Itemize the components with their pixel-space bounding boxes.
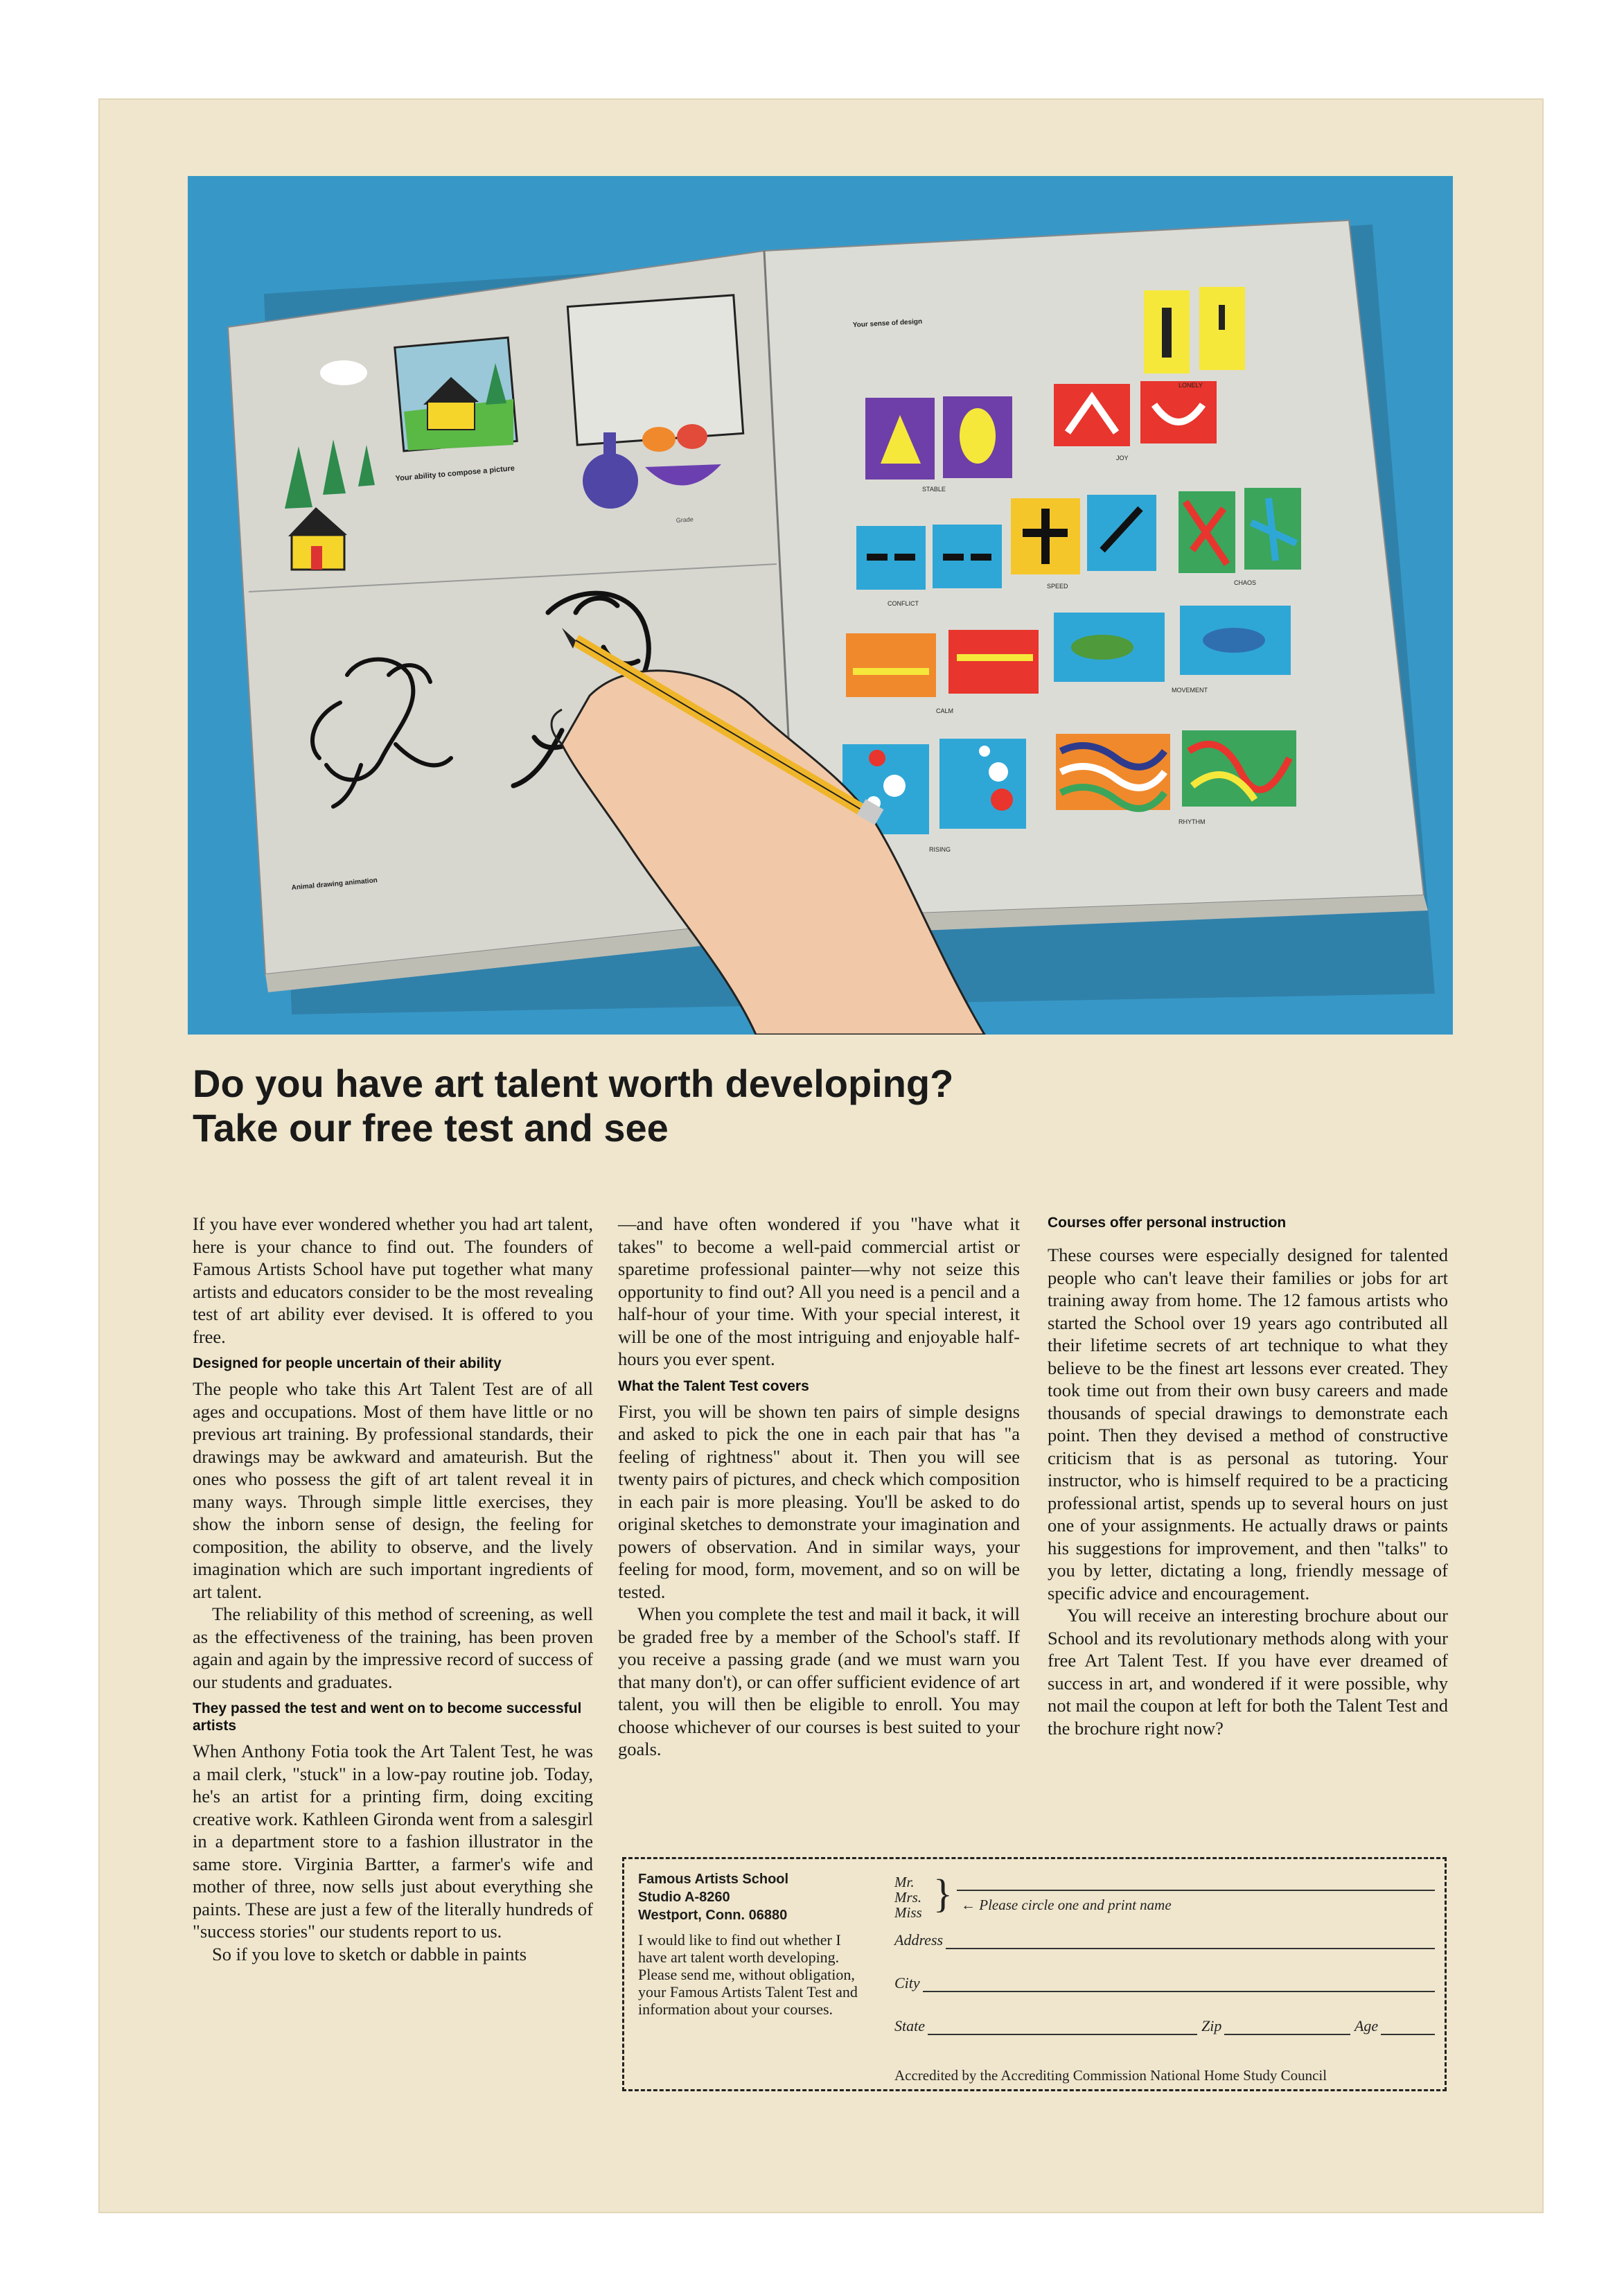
- column-1: [193, 1213, 593, 1965]
- design-calm-b: [948, 630, 1039, 694]
- word-conflict: CONFLICT: [888, 600, 919, 607]
- column-3: [1048, 1213, 1448, 1739]
- column-2: [618, 1213, 1020, 1761]
- col3-paragraph-1: These courses were especially designed for talented people who can't leave their families or jobs for art training away from home. The 12 famous artists who started the School over 19 years ago contributed all their lifetime secrets of art technique to what they believe to be the finest art lessons ever created. They took time out from their own busy careers and made thousands of special drawings to demonstrate each point. Then they devised a method of constructive criticism that is as personal as tutoring. Your instructor, who is himself required to be a practicing professional artist, spends up to several hours on just one of your assignments. He actually draws or paints his suggestions for improvement, and then "talks" to you by letter, dictating a long, friendly message of specific advice and encouragement.: [1048, 1245, 1448, 1603]
- word-rising: RISING: [929, 846, 951, 853]
- state-line[interactable]: [928, 2033, 1197, 2035]
- word-movement: MOVEMENT: [1172, 687, 1208, 694]
- left-arrow-icon: ←: [961, 1897, 976, 1913]
- city-line[interactable]: [923, 1990, 1435, 1992]
- col2-paragraph-2: First, you will be shown ten pairs of simple designs and asked to pick the one in each pair that has "a feeling of rightness" about it. Then you will see twenty pairs of pictures, and check which composition in each pair is more pleasing. You'll be asked to do original sketches to demonstrate your imagination and powers of observation. And in similar ways, your feeling for mood, form, movement, and so on will be tested.: [618, 1400, 1020, 1602]
- coupon-school-name: Famous Artists School: [638, 1872, 789, 1887]
- col3-paragraph-2: You will receive an interesting brochure about our School and its revolutionary methods along with your free Art Talent Test. If you have ever dreamed of success in art, and wondered if it were possible, why not mail the coupon at left for both the Talent Test and the brochure right now?: [1048, 1605, 1448, 1739]
- coupon-request-text: I would like to find out whether I have art talent worth developing. Please send me, without obligation, your Famous Artists Talent Test and information about your courses.: [638, 1931, 858, 2018]
- age-line[interactable]: [1381, 2033, 1435, 2035]
- col1-intro: If you have ever wondered whether you had art talent, here is your chance to find out. The founders of Famous Artists School have put together what many artists and educators consider to be the most revealing test of art ability ever devised. It is offered to you free.: [193, 1213, 593, 1347]
- headline: [193, 1062, 1440, 1150]
- word-calm: CALM: [936, 707, 954, 714]
- address-field[interactable]: [894, 1931, 1435, 1949]
- col1-paragraph-5: So if you love to sketch or dabble in paints: [212, 1943, 527, 1964]
- address-label: Address: [894, 1931, 944, 1949]
- age-label: Age: [1354, 2017, 1379, 2034]
- word-joy: JOY: [1116, 455, 1129, 461]
- col1-heading-1: Designed for people uncertain of their ability: [193, 1355, 502, 1371]
- salutation-mrs[interactable]: Mrs.: [894, 1889, 922, 1906]
- word-stable: STABLE: [922, 486, 946, 493]
- vase-icon: [583, 453, 638, 509]
- city-label: City: [894, 1974, 920, 1991]
- col3-heading-1: Courses offer personal instruction: [1048, 1215, 1287, 1231]
- state-zip-age-row[interactable]: [894, 2017, 1435, 2035]
- design-joy-b: [1140, 381, 1217, 443]
- address-line[interactable]: [946, 1947, 1435, 1949]
- col1-heading-2: They passed the test and went on to become successful artists: [193, 1700, 582, 1734]
- word-rhythm: RHYTHM: [1179, 818, 1206, 825]
- salutation-miss[interactable]: Miss: [894, 1904, 922, 1921]
- zip-label: Zip: [1201, 2017, 1222, 2034]
- word-lonely: LONELY: [1179, 382, 1203, 389]
- zip-line[interactable]: [1224, 2033, 1350, 2035]
- word-speed: SPEED: [1047, 583, 1068, 590]
- headline-line-2: Take our free test and see: [193, 1106, 669, 1150]
- col2-paragraph-3: When you complete the test and mail it back, it will be graded free by a member of the School's staff. If you receive a passing grade (and we must warn you that many don't), or can offer sufficient evidence of art talent, you will then be eligible to enroll. You may choose whichever of our courses is best suited to your goals.: [618, 1603, 1020, 1759]
- accreditation-note: Accredited by the Accrediting Commission National Home Study Council: [894, 2067, 1327, 2084]
- name-line[interactable]: [957, 1890, 1435, 1891]
- grade-label: Grade: [676, 516, 694, 524]
- cloud-icon: [320, 360, 367, 385]
- col1-paragraph-3: The reliability of this method of screening, as well as the effectiveness of the training, has been proven again and again by the impressive record of success of our students and graduates.: [193, 1603, 593, 1692]
- compose-caption: Your ability to compose a picture: [395, 464, 515, 483]
- col1-paragraph-2: The people who take this Art Talent Test are of all ages and occupations. Most of them have little or no previous art training. By professional standards, their drawings may be awkward and amateurish. But the ones who possess the gift of art talent reveal it in many ways. Through simple little exercises, they show the inborn sense of design, the feeling for composition, the ability to observe, and the lively imagination which are such important ingredients of art talent.: [193, 1378, 593, 1602]
- coupon-address-block: [638, 1870, 870, 2018]
- art-test-illustration: [188, 176, 1453, 1035]
- design-calm-a: [846, 633, 936, 697]
- coupon-city-line: Westport, Conn. 06880: [638, 1908, 788, 1923]
- state-label: State: [894, 2017, 925, 2034]
- mail-coupon[interactable]: [622, 1857, 1447, 2091]
- salutation-options[interactable]: [894, 1874, 922, 1920]
- design-caption: Your sense of design: [852, 317, 923, 329]
- city-field[interactable]: [894, 1974, 1435, 1992]
- col2-heading-1: What the Talent Test covers: [618, 1378, 809, 1394]
- col1-paragraph-4: When Anthony Fotia took the Art Talent Test, he was a mail clerk, "stuck" in a low-pay routine job. Today, he's an artist for a printing firm, doing exciting creative work. Kathleen Gironda went from a salesgirl in a department store to a fashion illustrator in the same store. Virginia Bartter, a farmer's wife and mother of three, now sells just about everything she paints. These are just a few of the literally hundreds of "success stories" our students report to us.: [193, 1741, 593, 1942]
- coupon-studio: Studio A-8260: [638, 1890, 730, 1905]
- animal-caption: Animal drawing animation: [291, 877, 378, 892]
- ad-page: [98, 98, 1544, 2213]
- word-chaos: CHAOS: [1234, 579, 1257, 586]
- headline-line-1: Do you have art talent worth developing?: [193, 1062, 954, 1105]
- salutation-mr[interactable]: Mr.: [894, 1874, 915, 1890]
- empty-drawing-box: [567, 295, 743, 445]
- circle-note: ← Please circle one and print name: [961, 1897, 1172, 1913]
- brace-icon: }: [933, 1871, 953, 1916]
- col2-paragraph-1: —and have often wondered if you "have what it takes" to become a well-paid commercial artist or sparetime professional painter—why not seize this opportunity to find out? All you need is a pencil and a half-hour of your time. With your special interest, it will be one of the most intriguing and enjoyable half-hours you ever spent.: [618, 1213, 1020, 1369]
